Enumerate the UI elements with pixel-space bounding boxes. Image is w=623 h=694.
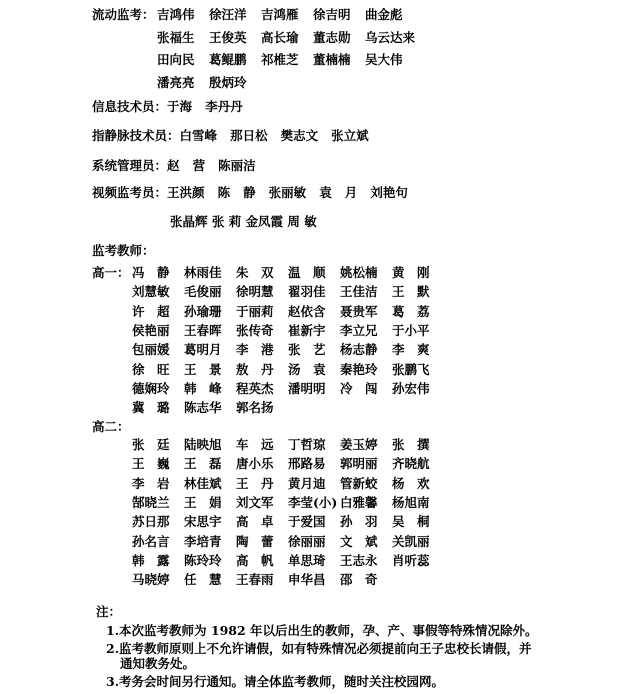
person-name: 王 默 — [392, 284, 430, 300]
person-name: 高长瑜 — [261, 29, 299, 45]
person-name: 齐晓航 — [392, 456, 430, 472]
person-name: 葛明月 — [184, 342, 222, 358]
grade1-row — [132, 304, 444, 320]
person-name: 马晓婷 — [132, 572, 170, 588]
grade2-row — [132, 437, 444, 453]
person-name: 孙宏伟 — [392, 380, 430, 396]
person-name: 祁椎芝 — [261, 52, 299, 67]
person-name: 冯 静 — [132, 265, 170, 280]
person-name: 李莹(小) — [288, 494, 338, 510]
it-staff-names: 于海 李丹丹 — [167, 99, 243, 114]
person-name: 王春雨 — [236, 572, 274, 588]
person-name: 王志永 — [340, 552, 378, 568]
grade1-row — [132, 284, 444, 300]
person-name: 张 撰 — [392, 437, 430, 452]
person-name: 敖 丹 — [236, 361, 274, 377]
person-name: 姜玉婷 — [340, 437, 378, 452]
video-proctor-line — [92, 185, 408, 201]
person-name: 高 帆 — [236, 552, 274, 568]
person-name: 赵依含 — [288, 303, 326, 319]
person-name: 王俊英 — [209, 29, 247, 45]
person-name: 郜晓兰 — [132, 494, 170, 510]
person-name: 杨 欢 — [392, 475, 430, 491]
person-name: 高 卓 — [236, 514, 274, 530]
person-name: 宋思宇 — [184, 514, 222, 530]
person-name: 苏日那 — [132, 514, 170, 530]
person-name: 陈志华 — [184, 400, 222, 416]
person-name: 张 艺 — [288, 342, 326, 358]
grade1-label: 高一： — [92, 265, 130, 280]
person-name: 郭名扬 — [236, 400, 274, 416]
person-name: 葛鲲鹏 — [209, 52, 247, 67]
person-name: 秦艳玲 — [340, 361, 378, 377]
note-item: 通知教务处。 — [120, 656, 196, 671]
grade1-row — [132, 342, 444, 358]
grade1-row — [132, 265, 444, 281]
person-name: 乌云达来 — [365, 29, 416, 45]
note-item: 2.监考教师原则上不允许请假，如有特殊情况必须提前向王子忠校长请假，并 — [106, 641, 532, 656]
person-name: 张 廷 — [132, 437, 170, 452]
person-name: 王 丹 — [236, 475, 274, 491]
person-name: 聂贵军 — [340, 303, 378, 319]
person-name: 程英杰 — [236, 380, 274, 396]
person-name: 李立兄 — [340, 322, 378, 338]
person-name: 葛 荔 — [392, 303, 430, 319]
person-name: 车 远 — [236, 437, 274, 452]
grade2-row — [132, 476, 444, 492]
person-name: 郭明丽 — [340, 456, 378, 472]
vein-tech-names: 白雪峰 那日松 樊志文 张立斌 — [179, 128, 369, 143]
person-name: 冷 闯 — [340, 380, 378, 396]
person-name: 于丽莉 — [236, 303, 274, 319]
person-name: 孙 羽 — [340, 514, 378, 530]
person-name: 毛俊丽 — [184, 284, 222, 300]
person-name: 朱 双 — [236, 265, 274, 280]
person-name: 孙瑜珊 — [184, 303, 222, 319]
person-name: 包丽媛 — [132, 342, 170, 358]
person-name: 徐 旺 — [132, 361, 170, 377]
person-name: 刘文军 — [236, 494, 274, 510]
grade2-label: 高二： — [92, 419, 130, 434]
person-name: 姚松楠 — [340, 265, 378, 280]
person-name: 潘明明 — [288, 380, 326, 396]
person-name: 吴大伟 — [365, 52, 403, 67]
grade1-row — [132, 381, 444, 397]
vein-tech-label: 指静脉技术员： — [92, 128, 180, 143]
video-proctor-names-2: 张晶辉 张 莉 金凤霞 周 敏 — [170, 214, 317, 229]
person-name: 管新蛟 — [340, 475, 378, 491]
person-name: 张福生 — [157, 29, 195, 45]
grade2-row — [132, 553, 444, 569]
video-proctor-names-1: 王洪颜 陈 静 张丽敏 袁 月 刘艳句 — [167, 185, 408, 200]
person-name: 李 岩 — [132, 475, 170, 491]
grade2-row — [132, 495, 444, 511]
person-name: 徐丽丽 — [288, 533, 326, 549]
person-name: 李 港 — [236, 342, 274, 358]
person-name: 陆映旭 — [184, 437, 222, 452]
person-name: 徐汪洋 — [209, 7, 247, 22]
teachers-heading: 监考教师： — [92, 243, 155, 258]
person-name: 韩 峰 — [184, 380, 222, 396]
person-name: 潘亮亮 — [157, 74, 195, 90]
person-name: 曲金彪 — [365, 7, 403, 22]
video-proctor-label: 视频监考员： — [92, 185, 168, 200]
person-name: 徐明慧 — [236, 284, 274, 300]
person-name: 邢路易 — [288, 456, 326, 472]
grade1-row — [132, 362, 444, 378]
grade2-row — [132, 572, 392, 588]
person-name: 李 爽 — [392, 342, 430, 358]
person-name: 王 景 — [184, 361, 222, 377]
person-name: 林雨佳 — [184, 265, 222, 280]
person-name: 吉鸿伟 — [157, 7, 195, 22]
it-staff-line — [92, 99, 243, 115]
sysadmin-names: 赵 营 陈丽洁 — [167, 158, 256, 173]
person-name: 孙名言 — [132, 533, 170, 549]
person-name: 于小平 — [392, 322, 430, 338]
person-name: 白雅馨 — [340, 494, 378, 510]
mobile-proctor-row — [157, 52, 417, 68]
person-name: 许 超 — [132, 303, 170, 319]
person-name: 丁哲琼 — [288, 437, 326, 452]
grade2-row — [132, 514, 444, 530]
person-name: 单思琦 — [288, 552, 326, 568]
vein-tech-line — [92, 128, 369, 144]
person-name: 文 斌 — [340, 533, 378, 549]
person-name: 唐小乐 — [236, 456, 274, 472]
person-name: 黄 刚 — [392, 265, 430, 280]
mobile-proctor-row — [157, 7, 417, 23]
person-name: 韩 露 — [132, 552, 170, 568]
it-staff-label: 信息技术员： — [92, 99, 168, 114]
person-name: 邵 奇 — [340, 572, 378, 588]
mobile-proctor-row — [157, 30, 417, 46]
person-name: 王 巍 — [132, 456, 170, 472]
person-name: 吉鸿雁 — [261, 7, 299, 22]
person-name: 徐吉明 — [313, 7, 351, 22]
person-name: 王春晖 — [184, 322, 222, 338]
person-name: 李培青 — [184, 533, 222, 549]
person-name: 侯艳丽 — [132, 322, 170, 338]
grade2-row — [132, 534, 444, 550]
person-name: 刘慧敏 — [132, 284, 170, 300]
notes-heading: 注： — [96, 604, 122, 619]
person-name: 温 顺 — [288, 265, 326, 280]
person-name: 崔新宇 — [288, 322, 326, 338]
person-name: 林佳斌 — [184, 475, 222, 491]
person-name: 汤 袁 — [288, 361, 326, 377]
person-name: 田向民 — [157, 52, 195, 67]
grade2-row — [132, 456, 444, 472]
person-name: 申华昌 — [288, 572, 326, 588]
person-name: 张传奇 — [236, 322, 274, 338]
mobile-proctor-row — [157, 75, 261, 91]
person-name: 翟羽佳 — [288, 284, 326, 300]
note-item: 3.考务会时间另行通知。请全体监考教师，随时关注校园网。 — [106, 674, 445, 689]
person-name: 杨志静 — [340, 342, 378, 358]
sysadmin-label: 系统管理员： — [92, 158, 168, 173]
person-name: 陈玲玲 — [184, 552, 222, 568]
mobile-proctor-label: 流动监考： — [92, 7, 155, 22]
person-name: 冀 璐 — [132, 400, 170, 416]
person-name: 黄月迪 — [288, 475, 326, 491]
person-name: 任 慧 — [184, 572, 222, 588]
sysadmin-line — [92, 158, 256, 174]
person-name: 王 磊 — [184, 456, 222, 472]
person-name: 陶 蕾 — [236, 533, 274, 549]
note-item: 1.本次监考教师为 1982 年以后出生的教师，孕、产、事假等特殊情况除外。 — [106, 623, 538, 638]
person-name: 吴 桐 — [392, 514, 430, 530]
person-name: 德娴玲 — [132, 380, 170, 396]
person-name: 殷炳玲 — [209, 74, 247, 90]
person-name: 王佳洁 — [340, 284, 378, 300]
person-name: 王 娟 — [184, 494, 222, 510]
person-name: 杨旭南 — [392, 494, 430, 510]
person-name: 董志勋 — [313, 29, 351, 45]
person-name: 关凯丽 — [392, 533, 430, 549]
person-name: 董楠楠 — [313, 52, 351, 67]
person-name: 肖听蕊 — [392, 552, 430, 568]
person-name: 张鹏飞 — [392, 361, 430, 377]
person-name: 于爱国 — [288, 514, 326, 530]
grade1-row — [132, 400, 288, 416]
grade1-row — [132, 323, 444, 339]
